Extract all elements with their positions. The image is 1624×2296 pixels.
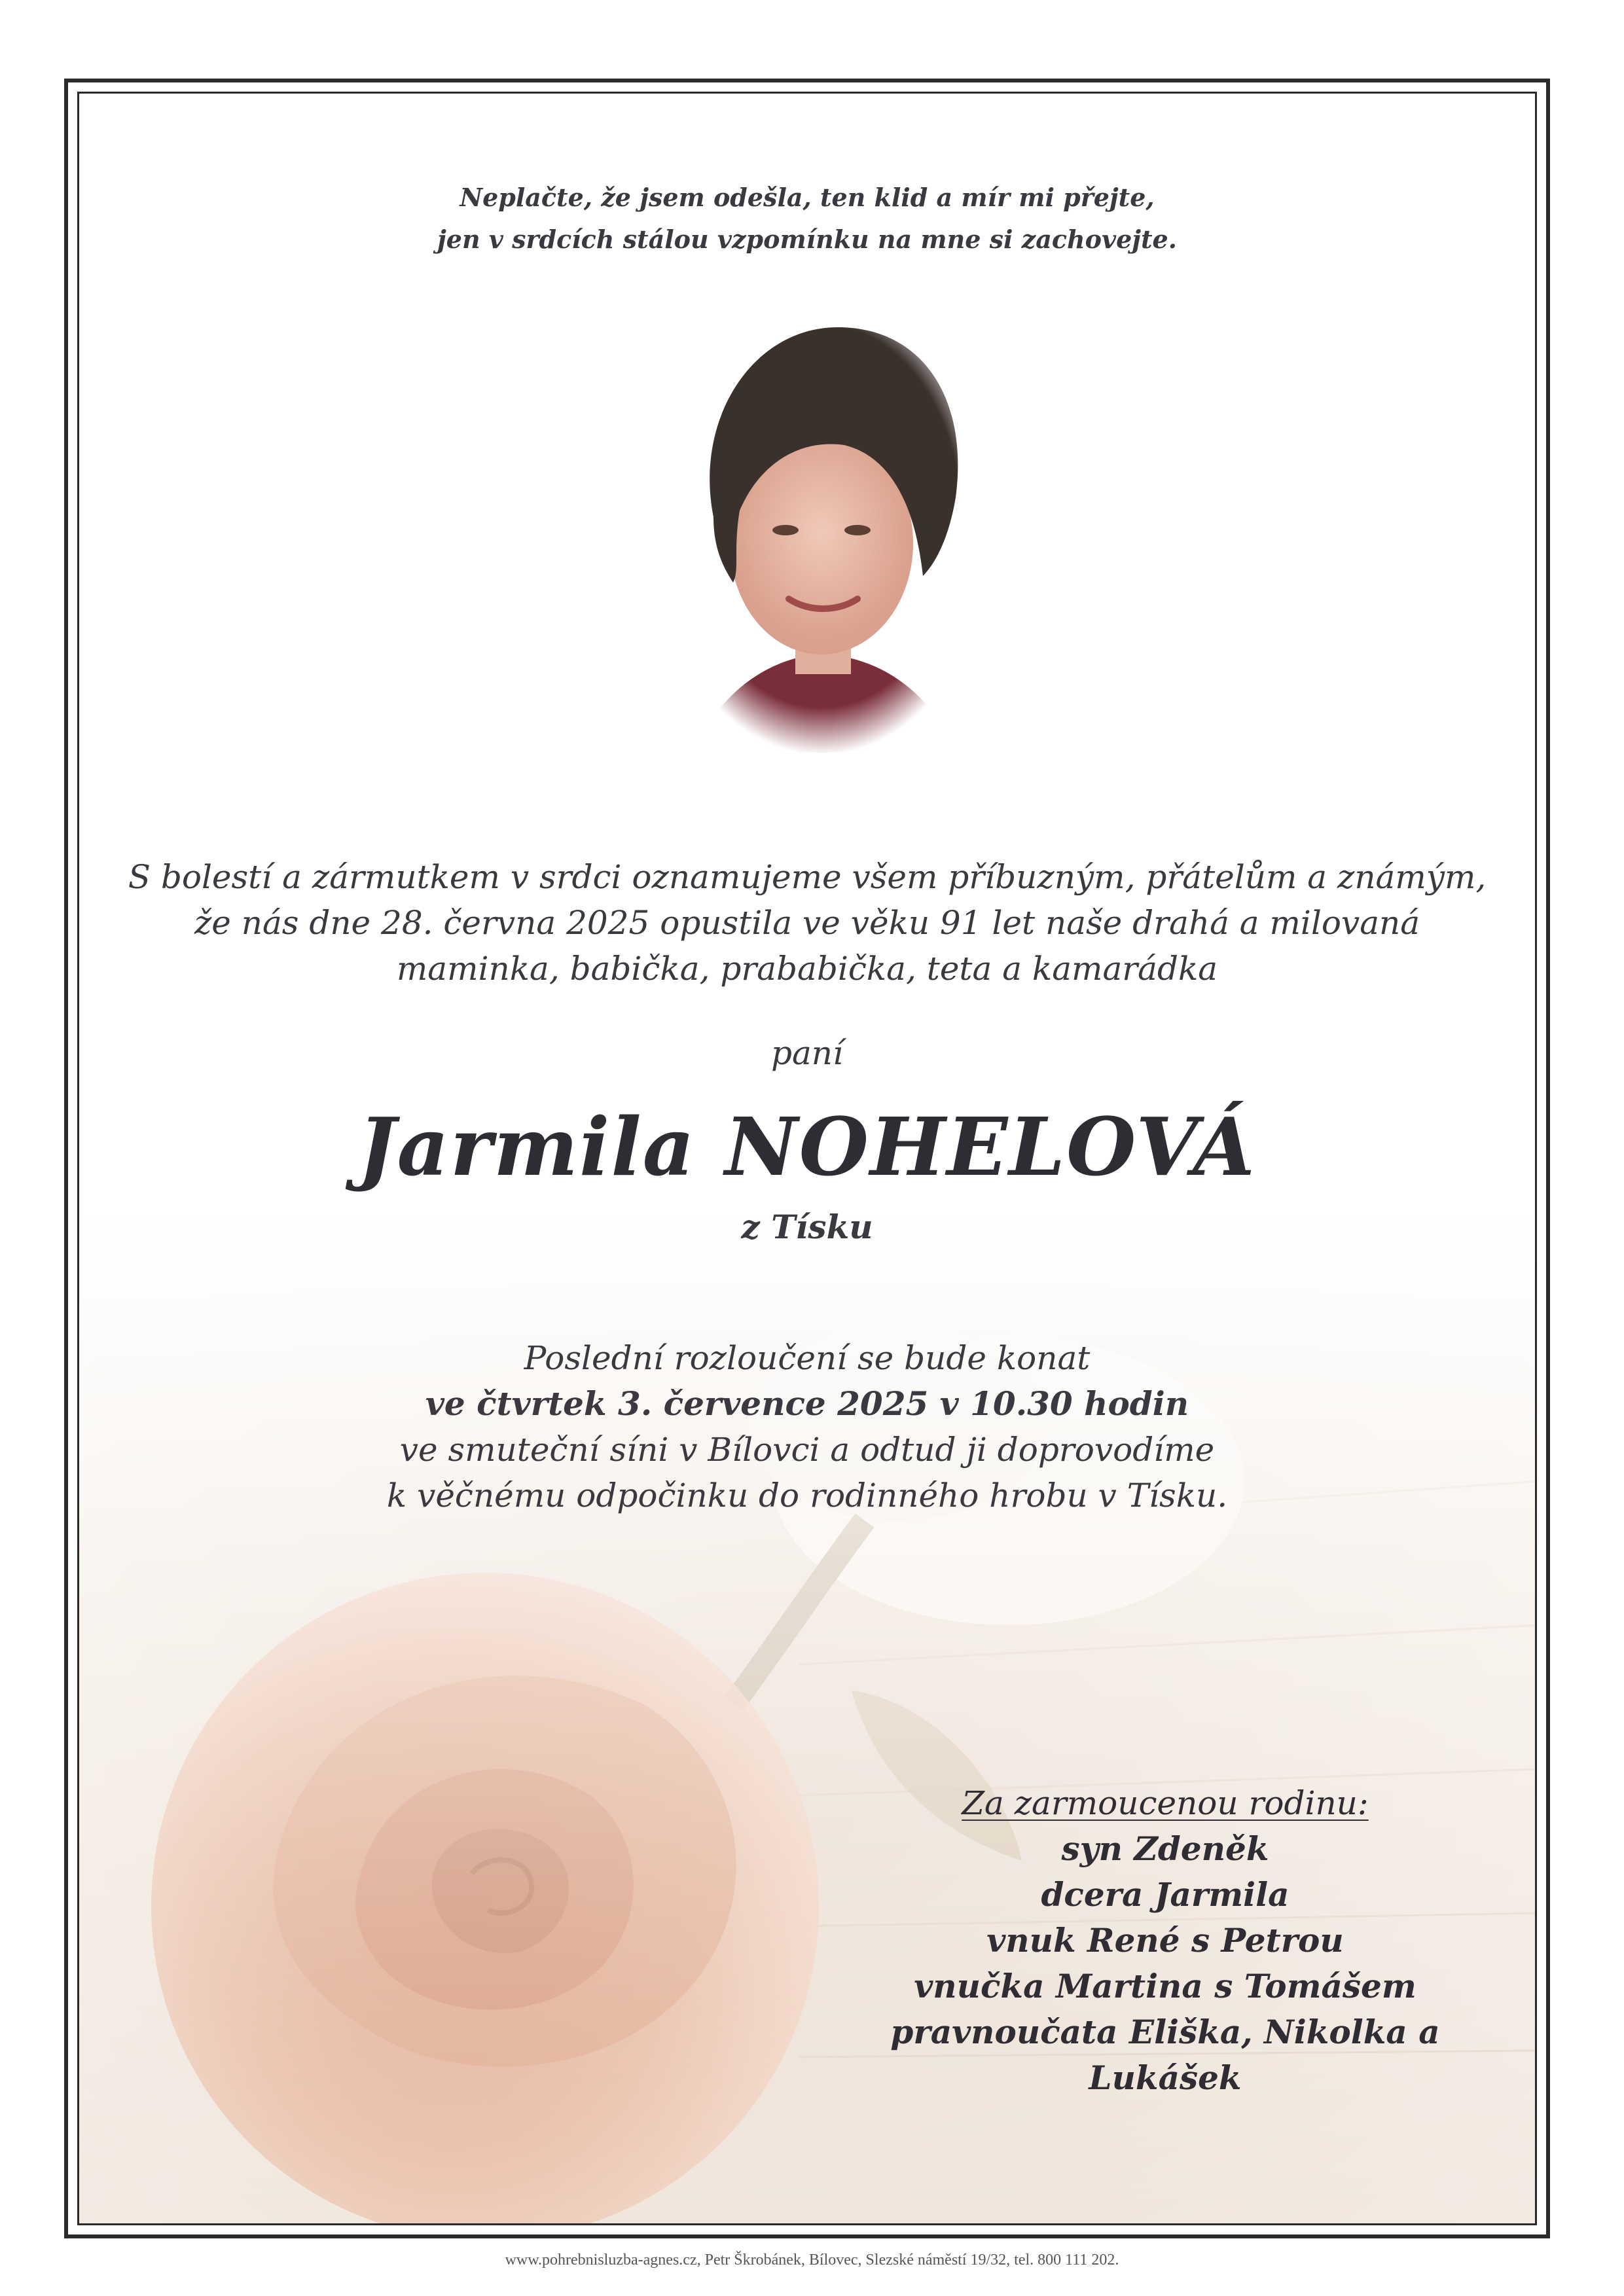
- funeral-info: [77, 1335, 1537, 1518]
- announcement: [77, 854, 1537, 992]
- motto-line-1: Neplačte, že jsem odešla, ten klid a mír mi přejte,: [460, 183, 1155, 212]
- family-signature: [818, 1780, 1512, 2101]
- funeral-date-time: ve čtvrtek 3. července 2025 v 10.30 hodin: [425, 1384, 1189, 1423]
- funeral-line-4: k věčnému odpočinku do rodinného hrobu v Tísku.: [386, 1477, 1228, 1515]
- family-member: vnučka Martina s Tomášem: [914, 1967, 1416, 2005]
- family-member: dcera Jarmila: [1041, 1875, 1290, 1914]
- deceased-name: Jarmila NOHELOVÁ: [357, 1100, 1257, 1194]
- funeral-line-1: Poslední rozloučení se bude konat: [524, 1339, 1091, 1377]
- announcement-line-2: že nás dne 28. června 2025 opustila ve věku 91 let naše drahá a milovaná: [194, 904, 1420, 942]
- announcement-line-1: S bolestí a zármutkem v srdci oznamujeme všem příbuzným, přátelům a známým,: [128, 858, 1487, 896]
- family-member: vnuk René s Petrou: [986, 1921, 1344, 1960]
- portrait-photo: [648, 301, 995, 779]
- motto-line-2: jen v srdcích stálou vzpomínku na mne si zachovejte.: [437, 224, 1177, 254]
- announcement-line-3: maminka, babička, prababička, teta a kamarádka: [396, 950, 1218, 988]
- family-member: syn Zdeněk: [1061, 1829, 1269, 1868]
- footer-contact: www.pohrebnisluzba-agnes.cz, Petr Škrobánek, Bílovec, Slezské náměstí 19/32, tel. 800 111 202.: [505, 2251, 1119, 2269]
- honorific: paní: [770, 1034, 843, 1072]
- funeral-line-3: ve smuteční síni v Bílovci a odtud ji doprovodíme: [399, 1431, 1215, 1469]
- family-member: pravnoučata Eliška, Nikolka a Lukášek: [890, 2013, 1440, 2097]
- deceased-origin: z Tísku: [741, 1208, 873, 1246]
- motto: [77, 177, 1537, 260]
- family-heading: Za zarmoucenou rodinu:: [962, 1784, 1369, 1822]
